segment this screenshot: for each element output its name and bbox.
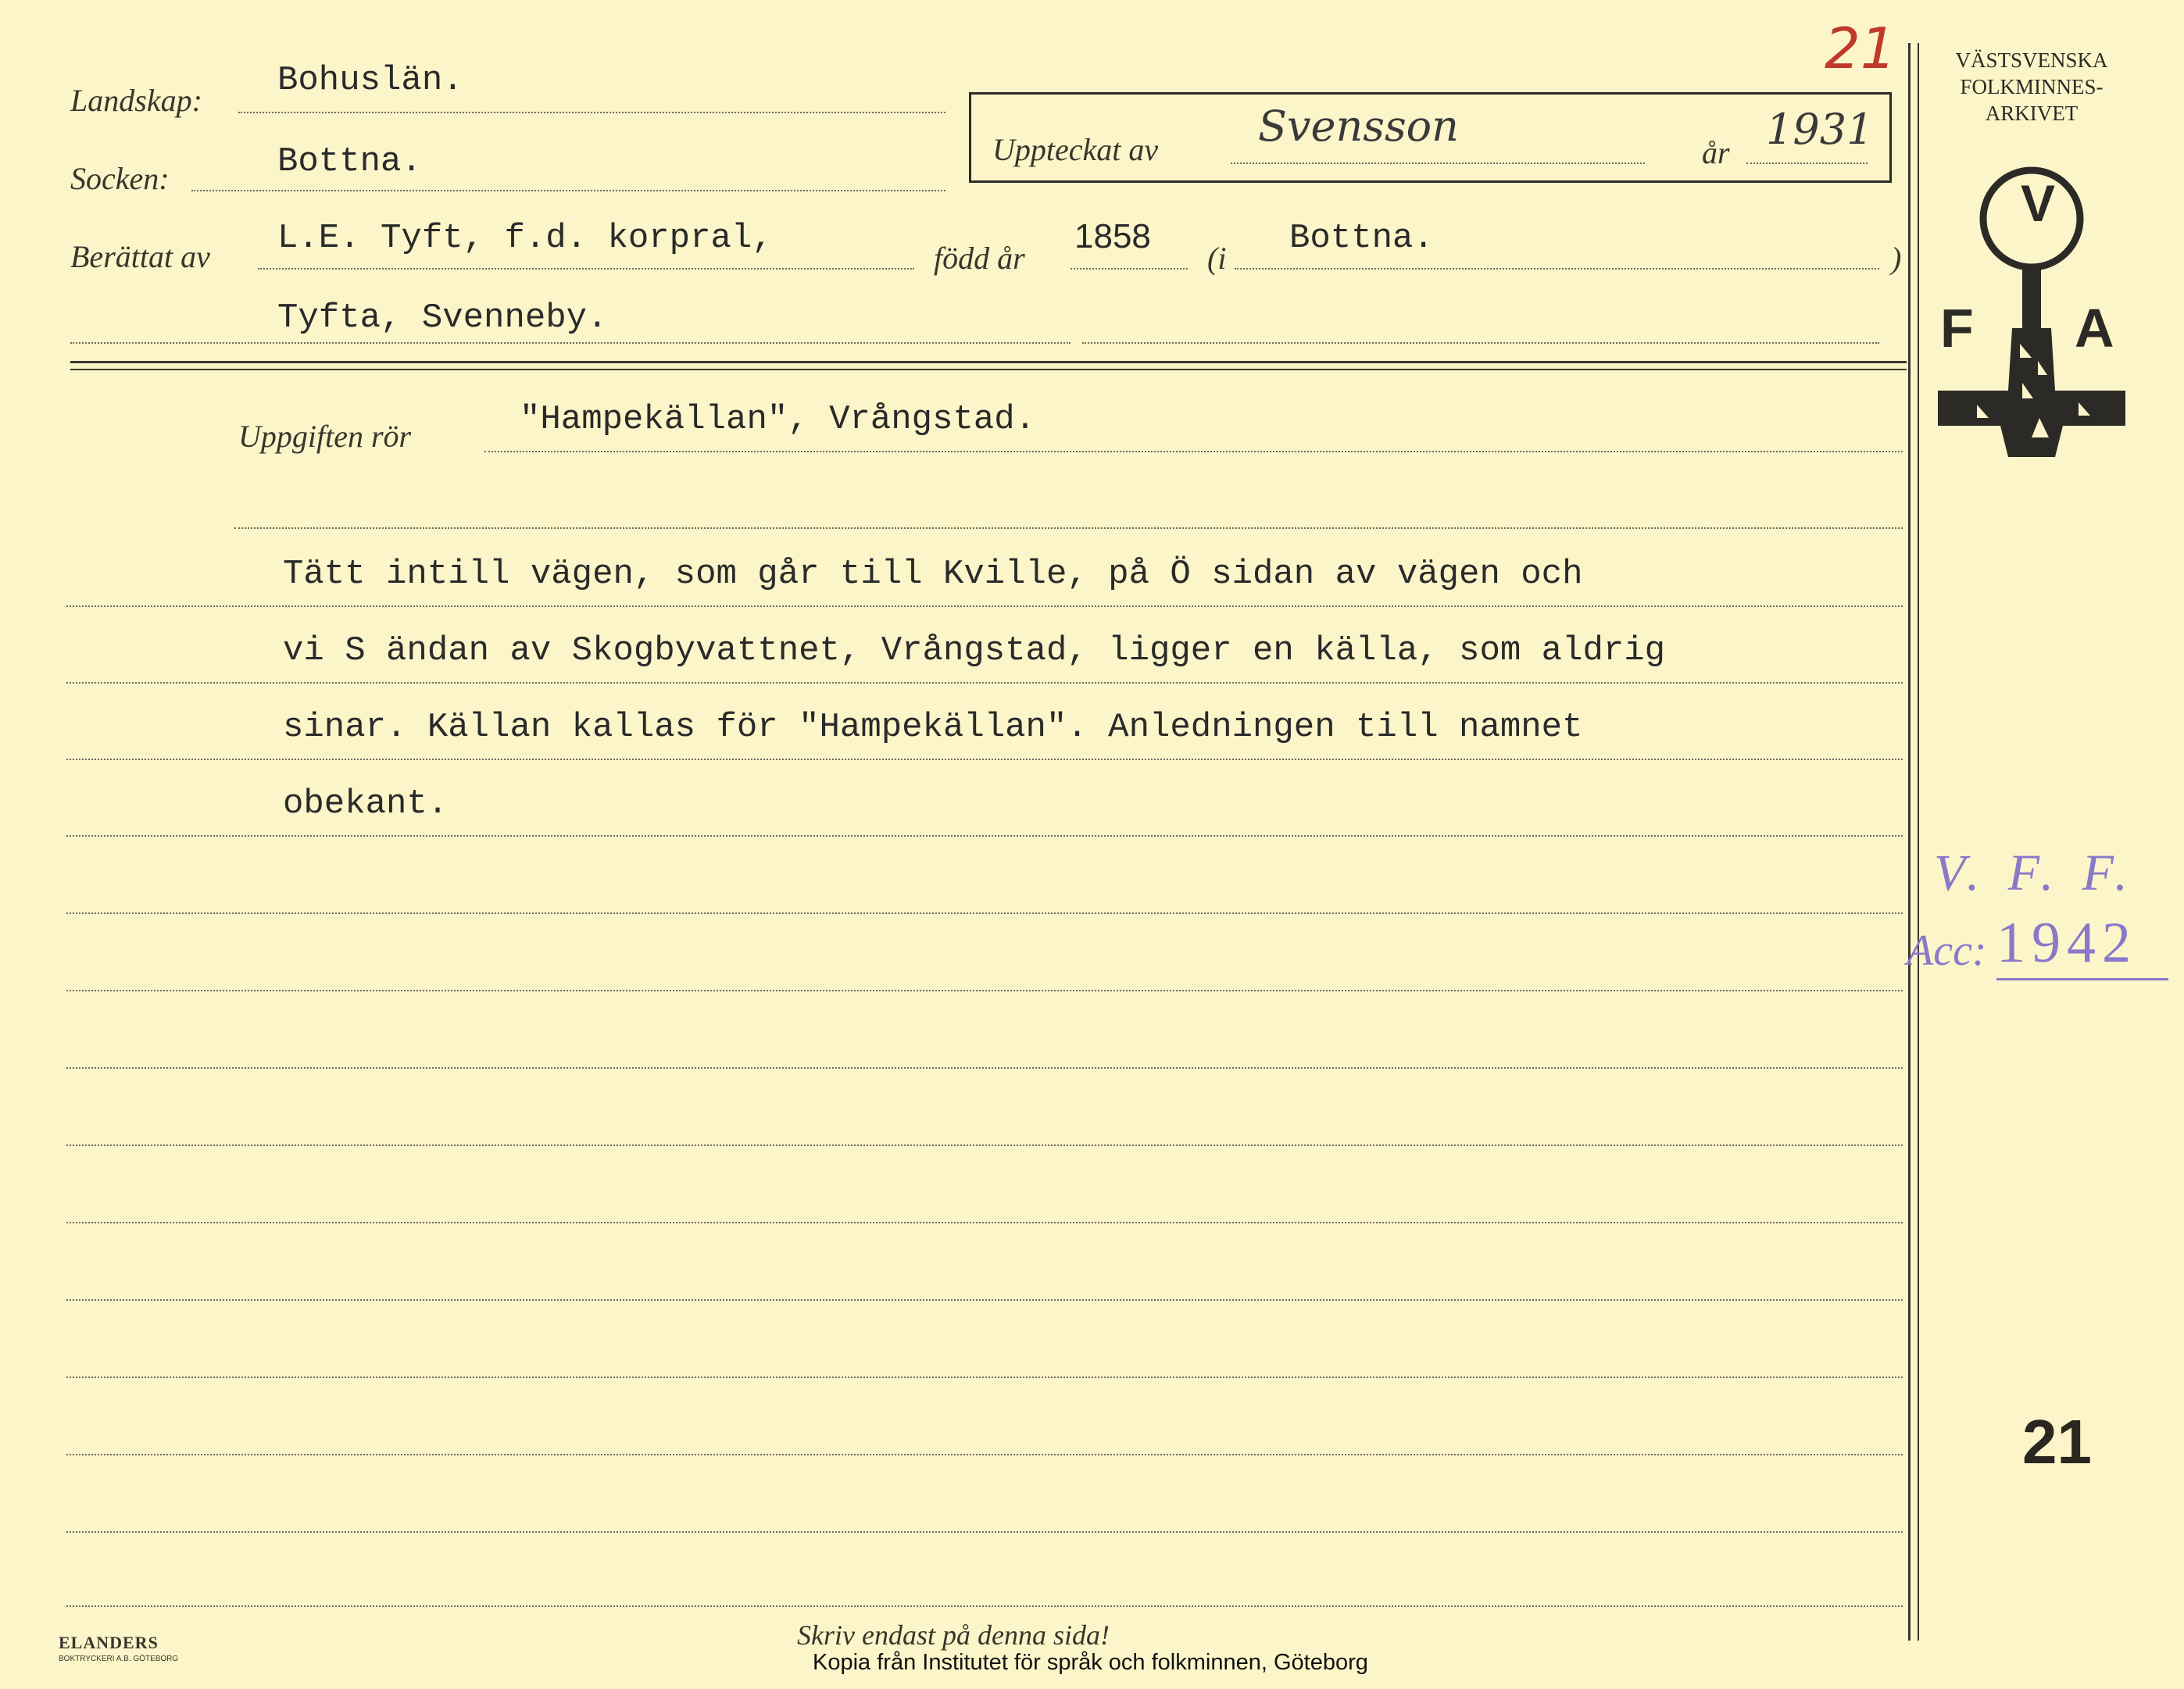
stamp-acc-label: Acc:	[1907, 927, 1987, 975]
ruled-line	[66, 759, 1903, 760]
body-line-2: vi S ändan av Skogbyvattnet, Vrångstad, ligger en källa, som aldrig	[283, 631, 1666, 670]
logo-circle-letter: V	[2021, 174, 2056, 232]
body-line-4: obekant.	[283, 784, 449, 823]
uppteckat-value: Svensson	[1258, 102, 1459, 151]
ruled-line	[66, 1067, 1903, 1069]
i-line	[1235, 268, 1879, 270]
header-rule-top	[70, 361, 1907, 363]
body-line-1: Tätt intill vägen, som går till Kville, på Ö sidan av vägen och	[283, 555, 1583, 594]
uppteckat-label: Uppteckat av	[992, 132, 1159, 167]
landskap-value: Bohuslän.	[277, 61, 463, 100]
stamp-vff: V. F. F.	[1934, 844, 2136, 902]
ruled-line	[66, 912, 1903, 914]
fodd-label: född år	[934, 241, 1025, 276]
body-line-3: sinar. Källan kallas för "Hampekällan". Anledningen till namnet	[283, 708, 1583, 747]
uppgiften-line	[484, 451, 1903, 452]
ruled-line	[66, 1299, 1903, 1301]
ar-label: år	[1702, 135, 1730, 170]
i-close: )	[1891, 241, 1902, 276]
ruled-line	[66, 1144, 1903, 1146]
printer-sub: BOKTRYCKERI A.B. GÖTEBORG	[59, 1655, 179, 1663]
printer-name: ELANDERS	[59, 1633, 159, 1652]
socken-label: Socken:	[70, 161, 170, 196]
berattat-line1: L.E. Tyft, f.d. korpral,	[277, 219, 773, 258]
ruled-line	[66, 835, 1903, 837]
ar-line	[1746, 162, 1868, 164]
fodd-value: 1858	[1074, 217, 1151, 255]
uppgiften-line-2	[234, 527, 1903, 529]
ruled-line	[66, 1222, 1903, 1223]
berattat-dots-2b	[1082, 342, 1879, 344]
landskap-label: Landskap:	[70, 83, 202, 118]
ruled-line	[66, 605, 1903, 607]
ruled-line	[66, 682, 1903, 684]
header-rule-bottom	[70, 369, 1907, 370]
logo-left-letter: F	[1940, 298, 1974, 359]
socken-line	[191, 190, 945, 191]
uppteckat-line	[1231, 162, 1645, 164]
corner-number: 21	[1825, 16, 1896, 81]
berattat-line2: Tyfta, Svenneby.	[277, 298, 608, 337]
ruled-line	[66, 1531, 1903, 1533]
berattat-label: Berättat av	[70, 239, 210, 274]
ruled-line	[66, 1454, 1903, 1455]
archive-name	[1922, 47, 2141, 127]
footer-instruction: Skriv endast på denna sida!	[797, 1619, 1110, 1651]
archive-line-3: ARKIVET	[1985, 102, 2079, 125]
socken-value: Bottna.	[277, 142, 422, 181]
stamp-underline	[1996, 978, 2168, 980]
fodd-line	[1071, 268, 1188, 270]
margin-rule-right	[1918, 43, 1919, 1641]
archive-line-1: VÄSTSVENSKA	[1955, 48, 2108, 72]
landskap-line	[238, 112, 945, 113]
stamp-acc-number: 1942	[1996, 911, 2137, 975]
uppgiften-value: "Hampekällan", Vrångstad.	[520, 400, 1036, 439]
berattat-dots-2a	[70, 342, 1071, 344]
berattat-dots-1	[258, 268, 914, 270]
ar-value: 1931	[1766, 105, 1874, 154]
uppgiften-label: Uppgiften rör	[238, 419, 412, 454]
margin-rule-left	[1908, 43, 1911, 1641]
logo-right-letter: A	[2075, 298, 2114, 359]
i-open: (i	[1207, 241, 1227, 276]
ruled-line	[66, 1377, 1903, 1378]
archive-line-2: FOLKMINNES-	[1960, 75, 2104, 98]
ruled-line	[66, 1605, 1903, 1607]
ruled-line	[66, 990, 1903, 991]
i-value: Bottna.	[1289, 219, 1434, 258]
copy-notice: Kopia från Institutet för språk och folkminnen, Göteborg	[813, 1650, 1368, 1675]
page-number: 21	[2022, 1407, 2092, 1477]
